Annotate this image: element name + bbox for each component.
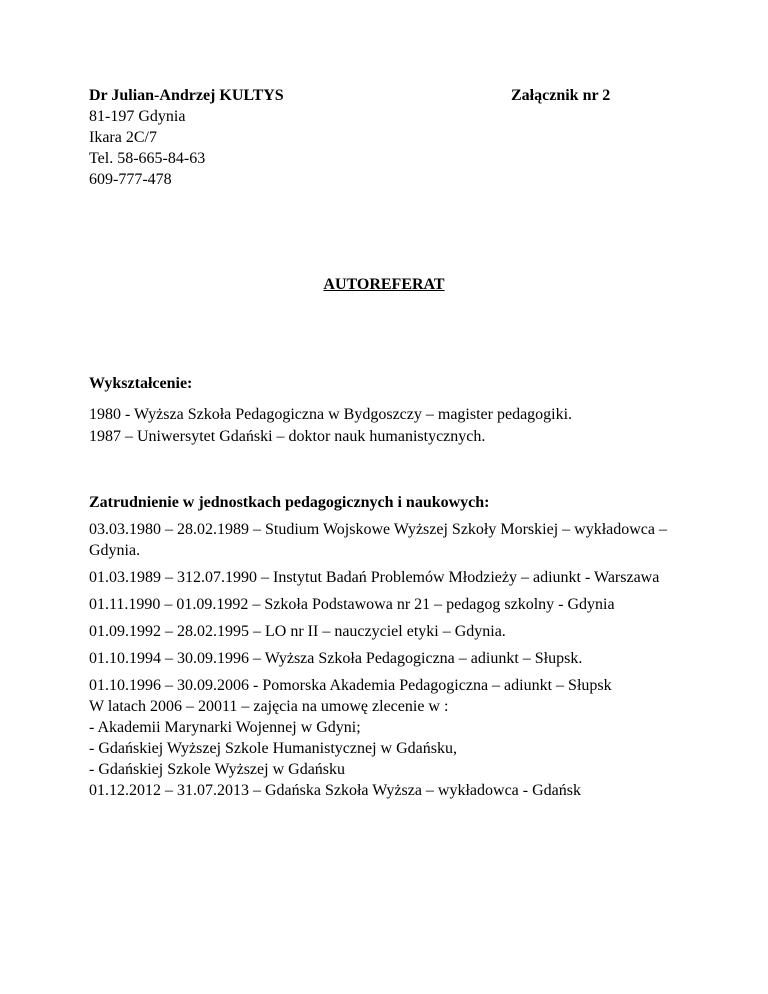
employment-entry: 01.11.1990 – 01.09.1992 – Szkoła Podstawowa nr 21 – pedagog szkolny - Gdynia xyxy=(89,596,615,613)
employment-line: - Gdańskiej Szkole Wyższej w Gdańsku xyxy=(89,761,346,778)
education-item: 1980 - Wyższa Szkoła Pedagogiczna w Bydgoszczy – magister pedagogiki. xyxy=(89,406,573,423)
employment-line: W latach 2006 – 20011 – zajęcia na umowę zlecenie w : xyxy=(89,698,449,715)
employment-entry: 03.03.1980 – 28.02.1989 – Studium Wojskowe Wyższej Szkoły Morskiej – wykładowca – Gdynia. xyxy=(89,521,667,559)
employment-line: - Gdańskiej Wyższej Szkole Humanistycznej w Gdańsku, xyxy=(89,740,457,757)
phone-line: Tel. 58-665-84-63 xyxy=(89,150,206,167)
employment-entry: 01.10.1994 – 30.09.1996 – Wyższa Szkoła Pedagogiczna – adiunkt – Słupsk. xyxy=(89,650,583,667)
address-line: Ikara 2C/7 xyxy=(89,129,157,146)
address-line: 81-197 Gdynia xyxy=(89,108,186,125)
employment-line: 01.12.2012 – 31.07.2013 – Gdańska Szkoła Wyższa – wykładowca - Gdańsk xyxy=(89,782,581,799)
education-item: 1987 – Uniwersytet Gdański – doktor nauk humanistycznych. xyxy=(89,428,486,445)
education-list xyxy=(89,404,572,448)
employment-entry: 01.09.1992 – 28.02.1995 – LO nr II – nauczyciel etyki – Gdynia. xyxy=(89,623,506,640)
education-heading: Wykształcenie: xyxy=(89,375,193,392)
attachment-label: Załącznik nr 2 xyxy=(511,87,611,104)
author-contact-block xyxy=(89,85,284,190)
author-name: Dr Julian-Andrzej KULTYS xyxy=(89,87,284,104)
employment-entry: 01.10.1996 – 30.09.2006 - Pomorska Akademia Pedagogiczna – adiunkt – Słupsk xyxy=(89,677,612,694)
employment-entry: 01.03.1989 – 312.07.1990 – Instytut Badań Problemów Młodzieży – adiunkt - Warszawa xyxy=(89,569,660,586)
employment-additional xyxy=(89,696,679,801)
phone-line: 609-777-478 xyxy=(89,171,172,188)
employment-line: - Akademii Marynarki Wojennej w Gdyni; xyxy=(89,719,361,736)
document-title: AUTOREFERAT xyxy=(323,276,445,293)
employment-heading: Zatrudnienie w jednostkach pedagogicznych i naukowych: xyxy=(89,494,490,511)
employment-list xyxy=(89,519,679,801)
